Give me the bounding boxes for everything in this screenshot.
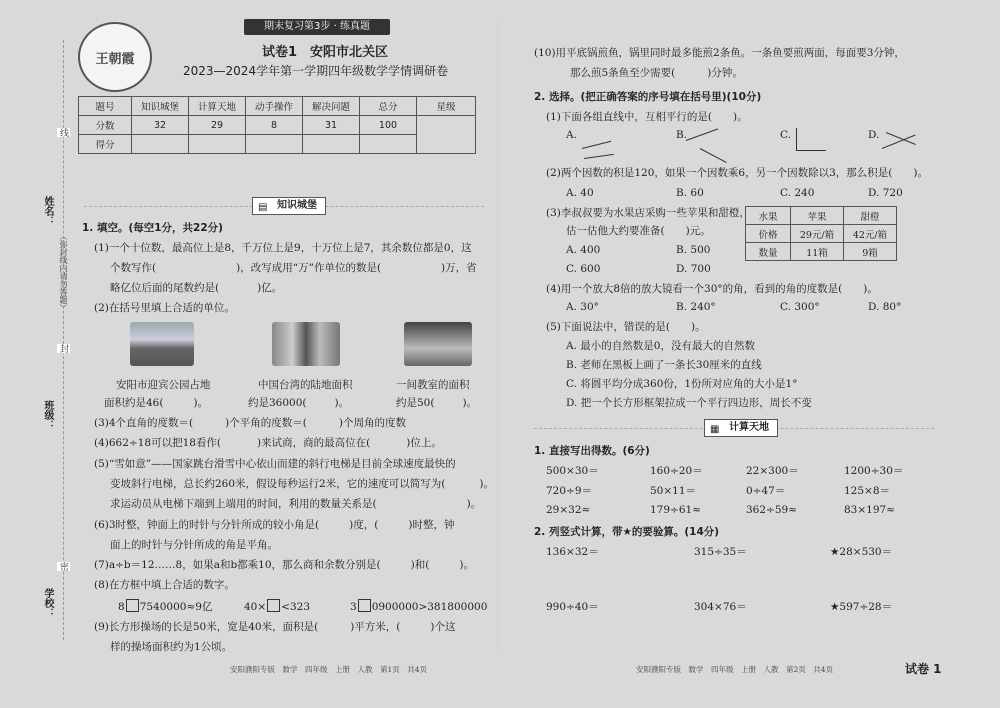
- figure-line: [796, 150, 826, 151]
- fruit-cell: 水果: [746, 207, 791, 225]
- q1-line: [94, 416, 406, 430]
- text: 个数写作(: [110, 262, 157, 274]
- calc-item: 50×11＝: [650, 485, 697, 497]
- text: )来试商，商的最高位在(: [257, 437, 371, 449]
- text: )个这: [430, 621, 456, 633]
- calc-item: 1200÷30＝: [844, 465, 904, 477]
- score-cell: 31: [303, 116, 360, 135]
- choice-3-option-b[interactable]: B. 500: [676, 244, 711, 256]
- calc-item: 179÷61≈: [650, 504, 701, 516]
- seal-notice: （弥封线内请勿答题）: [59, 232, 68, 312]
- score-cell: 100: [360, 116, 417, 135]
- caption-park-line2: [104, 396, 208, 410]
- q1-line: (2)在括号里填上合适的单位。: [94, 302, 235, 314]
- q1-line: [110, 497, 481, 511]
- choice-5-option-d[interactable]: D. 把一个长方形框架拉成一个平行四边形，周长不变: [566, 397, 812, 409]
- choice-2-option-c[interactable]: C. 240: [780, 187, 815, 199]
- text: )，改写成用“万”作单位的数是(: [236, 262, 382, 274]
- q1-line: [110, 261, 477, 275]
- text: 略亿位后面的尾数约是(: [110, 282, 220, 294]
- section-title-text: 计算天地: [729, 422, 769, 433]
- star-rating-cell[interactable]: [417, 116, 476, 154]
- text: (9)长方形操场的长是50米，宽是40米，面积是(: [94, 621, 319, 633]
- section-title-text: 知识城堡: [277, 200, 317, 211]
- caption-park-line1: 安阳市迎宾公园占地: [116, 379, 211, 391]
- review-tag: 期末复习第3步 · 练真题: [244, 19, 390, 35]
- text: )。: [466, 498, 482, 510]
- choice-2-stem: (2)两个因数的积是120，如果一个因数乘6，另一个因数除以3，那么积是( )。: [546, 167, 928, 179]
- q1-line: (1)一个十位数，最高位上是8，千万位上是9，十万位上是7，其余数位都是0，这: [94, 242, 472, 254]
- calc-item: 362÷59≈: [746, 504, 797, 516]
- q1-line: [94, 518, 454, 532]
- score-cell: 29: [189, 116, 246, 135]
- text: 8: [118, 601, 125, 613]
- calc-item: 22×300＝: [746, 465, 799, 477]
- choice-1-option-c[interactable]: C.: [780, 129, 791, 141]
- choice-4-option-b[interactable]: B. 240°: [676, 301, 716, 313]
- text: )万，省: [441, 262, 477, 274]
- choice-3-option-d[interactable]: D. 700: [676, 263, 711, 275]
- q2-title: 2. 选择。(把正确答案的序号填在括号里)(10分): [534, 91, 762, 103]
- choice-4-option-d[interactable]: D. 80°: [868, 301, 902, 313]
- figure-line: [796, 128, 797, 150]
- text: )平方米，(: [350, 621, 401, 633]
- q1-line: (5)“雪如意”——国家跳台滑雪中心依山而建的斜行电梯是目前全球速度最快的: [94, 458, 456, 470]
- q1-title: 1. 填空。(每空1分，共22分): [82, 222, 223, 234]
- text: 40×: [244, 601, 267, 613]
- text: )和(: [410, 559, 430, 571]
- text: 0900000>381800000: [371, 601, 488, 613]
- choice-1-option-d[interactable]: D.: [868, 129, 880, 141]
- classroom-photo: [404, 322, 472, 366]
- figure-line: [700, 148, 727, 163]
- score-header-cell: 题号: [79, 97, 132, 116]
- figure-line: [886, 132, 916, 145]
- score-input-cell[interactable]: [132, 135, 189, 154]
- score-header-cell: 星级: [417, 97, 476, 116]
- score-cell: 32: [132, 116, 189, 135]
- text: (7)a÷b＝12……8，如果a和b都乘10，那么商和余数分别是(: [94, 559, 381, 571]
- section-title-calc: [704, 419, 778, 437]
- choice-3-stem-1: (3)李叔叔要为水果店采购一些苹果和甜橙，: [546, 207, 750, 219]
- school-label: 学校：: [42, 588, 53, 618]
- figure-line: [582, 141, 611, 149]
- choice-5-option-a[interactable]: A. 最小的自然数是0，没有最大的自然数: [566, 340, 755, 352]
- score-header-cell: 动手操作: [246, 97, 303, 116]
- figure-line: [686, 128, 718, 141]
- score-input-cell[interactable]: [360, 135, 417, 154]
- calculator-icon: ▦: [710, 424, 720, 435]
- choice-2-option-d[interactable]: D. 720: [868, 187, 903, 199]
- text: )分钟。: [707, 67, 743, 79]
- score-cell: 8: [246, 116, 303, 135]
- castle-icon: ▤: [258, 202, 268, 213]
- choice-5-option-b[interactable]: B. 老师在黑板上画了一条长30厘米的直线: [566, 359, 762, 371]
- text: )位上。: [406, 437, 442, 449]
- choice-5-option-c[interactable]: C. 将圆平均分成360份，1份所对应角的大小是1°: [566, 378, 798, 390]
- calc-item: 160÷20＝: [650, 465, 703, 477]
- page-divider: [497, 20, 498, 650]
- choice-1-option-b[interactable]: B.: [676, 129, 688, 141]
- calc-item: 125×8＝: [844, 485, 891, 497]
- figure-line: [584, 154, 614, 159]
- taiwan-photo: [272, 322, 340, 366]
- choice-3-option-a[interactable]: A. 400: [566, 244, 601, 256]
- digit-fill-3: [350, 599, 487, 614]
- choice-1-stem: (1)下面各组直线中，互相平行的是( )。: [546, 111, 748, 123]
- text: (4)662÷18可以把18看作(: [94, 437, 222, 449]
- text: )个平角的度数＝(: [225, 417, 307, 429]
- q1-line: 面上的时针与分针所成的角是平角。: [110, 539, 278, 551]
- fruit-price-table: [745, 206, 897, 261]
- fruit-cell: 29元/箱: [791, 225, 844, 243]
- section-title-knowledge: [252, 197, 326, 215]
- class-label: 班级：: [42, 400, 53, 430]
- calc-item: 83×197≈: [844, 504, 895, 516]
- fruit-cell: 11箱: [791, 243, 844, 261]
- digit-fill-2: [244, 599, 310, 614]
- score-header-cell: 计算天地: [189, 97, 246, 116]
- q4-title: 2. 列竖式计算，带★的要验算。(14分): [534, 526, 720, 538]
- fruit-cell: 9箱: [844, 243, 897, 261]
- q1-line: [110, 281, 282, 295]
- park-photo: [130, 322, 194, 366]
- paper-title: 试卷1 安阳市北关区: [262, 45, 389, 60]
- text: 变坡斜行电梯，总长约260米，假设每秒运行2米，它的速度可以简写为(: [110, 478, 446, 490]
- text: 求运动员从电梯下端到上端用的时间，利用的数量关系是(: [110, 498, 377, 510]
- text: )。: [459, 559, 474, 571]
- score-input-cell[interactable]: [189, 135, 246, 154]
- text: 约是50(: [396, 397, 435, 409]
- seal-char-seal: 封: [58, 344, 68, 353]
- q1-line: [94, 558, 474, 572]
- fruit-cell: 甜橙: [844, 207, 897, 225]
- text: )。: [334, 397, 350, 409]
- seal-char-secret: 密: [58, 562, 68, 571]
- vertical-calc-item: ★597÷28＝: [830, 601, 893, 613]
- choice-3-option-c[interactable]: C. 600: [566, 263, 601, 275]
- text: )个周角的度数: [338, 417, 406, 429]
- text: )。: [462, 397, 478, 409]
- caption-taiwan-line2: [248, 396, 349, 410]
- name-label: 姓名：: [42, 196, 53, 226]
- vertical-calc-item: 304×76＝: [694, 601, 747, 613]
- q1-10-line2: [570, 66, 743, 80]
- digit-box[interactable]: [358, 599, 371, 612]
- choice-2-option-a[interactable]: A. 40: [566, 187, 594, 199]
- digit-fill-1: [118, 599, 212, 614]
- brand-logo: 王朝霞: [78, 22, 152, 92]
- text: 面积约是46(: [104, 397, 164, 409]
- choice-4-stem: (4)用一个放大8倍的放大镜看一个30°的角，看到的角的度数是( )。: [546, 283, 878, 295]
- text: )度，(: [349, 519, 379, 531]
- paper-subtitle: 2023—2024学年第一学期四年级数学学情调研卷: [183, 64, 449, 78]
- digit-box[interactable]: [126, 599, 139, 612]
- seal-char-line: 线: [58, 128, 68, 137]
- calc-item: 29×32≈: [546, 504, 591, 516]
- footer-left: 安阳濮阳专版 数学 四年级 上册 人教 第1页 共4页: [230, 665, 428, 674]
- text: 约是36000(: [248, 397, 307, 409]
- fruit-cell: 苹果: [791, 207, 844, 225]
- text: (6)3时整，钟面上的时针与分针所成的较小角是(: [94, 519, 320, 531]
- q1-10-line1: (10)用平底锅煎鱼，锅里同时最多能煎2条鱼。一条鱼要煎两面，每面要3分钟，: [534, 47, 905, 59]
- score-header-cell: 知识城堡: [132, 97, 189, 116]
- choice-4-option-c[interactable]: C. 300°: [780, 301, 820, 313]
- digit-box[interactable]: [267, 599, 280, 612]
- score-table: [78, 96, 476, 154]
- text: )。: [479, 478, 494, 490]
- score-cell: 分数: [79, 116, 132, 135]
- vertical-calc-item: 990÷40＝: [546, 601, 599, 613]
- vertical-calc-item: ★28×530＝: [830, 546, 893, 558]
- choice-1-option-a[interactable]: A.: [566, 129, 577, 141]
- q1-line: [94, 620, 456, 634]
- choice-5-stem: (5)下面说法中，错误的是( )。: [546, 321, 706, 333]
- score-cell: 得分: [79, 135, 132, 154]
- vertical-calc-item: 136×32＝: [546, 546, 599, 558]
- q1-line: [110, 477, 494, 491]
- fruit-cell: 价格: [746, 225, 791, 243]
- text: )时整，钟: [408, 519, 455, 531]
- text: (3)4个直角的度数＝(: [94, 417, 194, 429]
- fruit-cell: 42元/箱: [844, 225, 897, 243]
- q3-title: 1. 直接写出得数。(6分): [534, 445, 650, 457]
- fruit-cell: 数量: [746, 243, 791, 261]
- text: 7540000≈9亿: [139, 601, 213, 613]
- caption-classroom-line2: [396, 396, 477, 410]
- text: )。: [193, 397, 209, 409]
- caption-taiwan-line1: 中国台湾的陆地面积: [258, 379, 353, 391]
- score-input-cell[interactable]: [246, 135, 303, 154]
- choice-4-option-a[interactable]: A. 30°: [566, 301, 599, 313]
- score-input-cell[interactable]: [303, 135, 360, 154]
- choice-3-stem-2: 估一估他大约要准备( )元。: [566, 225, 711, 237]
- q1-line: 样的操场面积约为1公顷。: [110, 641, 233, 653]
- caption-classroom-line1: 一间教室的面积: [396, 379, 470, 391]
- paper-number: 试卷 1: [905, 662, 942, 676]
- text: 那么煎5条鱼至少需要(: [570, 67, 676, 79]
- text: <323: [281, 601, 311, 613]
- choice-2-option-b[interactable]: B. 60: [676, 187, 704, 199]
- calc-item: 500×30＝: [546, 465, 599, 477]
- score-header-cell: 解决问题: [303, 97, 360, 116]
- text: 3: [350, 601, 357, 613]
- score-header-cell: 总分: [360, 97, 417, 116]
- q1-line: [94, 436, 442, 450]
- q1-line: (8)在方框中填上合适的数字。: [94, 579, 235, 591]
- vertical-calc-item: 315÷35＝: [694, 546, 747, 558]
- text: )亿。: [257, 282, 283, 294]
- calc-item: 720÷9＝: [546, 485, 593, 497]
- footer-right: 安阳濮阳专版 数学 四年级 上册 人教 第2页 共4页: [636, 665, 834, 674]
- calc-item: 0÷47＝: [746, 485, 786, 497]
